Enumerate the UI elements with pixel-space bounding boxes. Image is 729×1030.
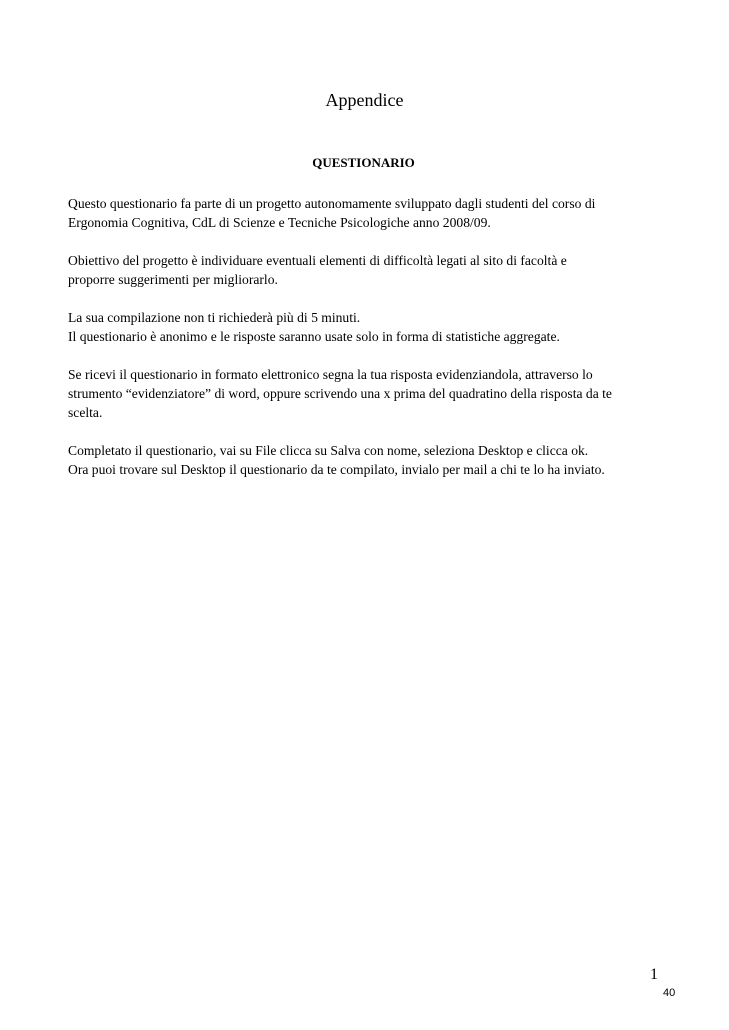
paragraph-objective: Obiettivo del progetto è individuare eventuali elementi di difficoltà legati al sito di facoltà e proporre suggerimenti per migliorarlo. — [68, 253, 567, 287]
paragraph-duration: La sua compilazione non ti richiederà più di 5 minuti. Il questionario è anonimo e le risposte saranno usate solo in forma di statistiche aggregate. — [68, 310, 560, 344]
body-text — [68, 194, 668, 498]
page-number: 1 — [650, 966, 658, 983]
appendix-title-text: Appendice — [325, 90, 404, 110]
footer-page-number: 40 — [663, 987, 676, 999]
questionnaire-heading-text: QUESTIONARIO — [312, 155, 415, 170]
paragraph-intro: Questo questionario fa parte di un progetto autonomamente sviluppato dagli studenti del corso di Ergonomia Cognitiva, CdL di Scienze e Tecniche Psicologiche anno 2008/09. — [68, 196, 596, 230]
questionnaire-heading — [0, 155, 729, 171]
paragraph-instructions: Se ricevi il questionario in formato elettronico segna la tua risposta evidenziandola, attraverso lo strumento “evidenziatore” di word, oppure scrivendo una x prima del quadratino della risposta da te scelta. — [68, 367, 612, 420]
appendix-title — [0, 90, 729, 111]
paragraph-save-instructions: Completato il questionario, vai su File clicca su Salva con nome, seleziona Desktop e clicca ok. Ora puoi trovare sul Desktop il questionario da te compilato, invialo per mail a chi te lo ha inviato. — [68, 443, 605, 477]
